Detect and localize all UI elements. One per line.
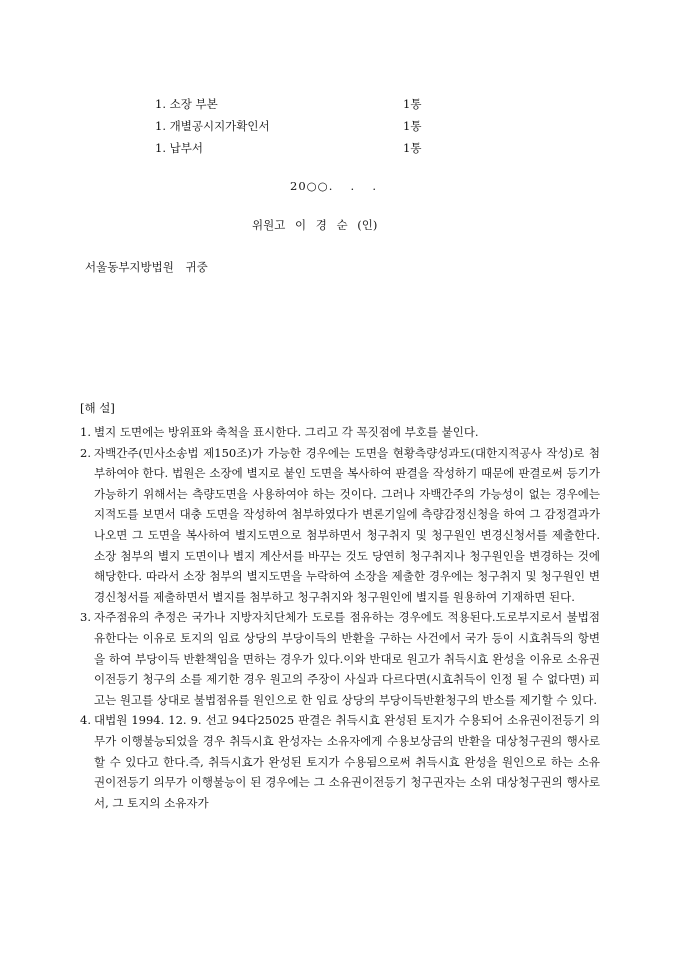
note-item	[80, 443, 600, 608]
attachment-name: 1. 납부서	[155, 141, 203, 155]
attachment-count: 1통	[403, 119, 422, 133]
note-item	[80, 422, 600, 443]
filing-date: 20○○. . .	[290, 179, 377, 193]
note-text: 대법원 1994. 12. 9. 선고 94다25025 판결은 취득시효 완성된 토지가 수용되어 소유권이전등기 의무가 이행불능되었을 경우 취득시효 완성자는 소유자에게 수용보상금의 반환을 대상청구권의 행사로 할 수 있다고 한다.즉, 취득시효가 완성된 토지가 수용됨으로써 취득시효 완성을 원인으로 하는 소유권이전등기 의무가 이행불능이 된 경우에는 그 소유권이전등기 청구권자는 소위 대상청구권의 행사로서, 그 토지의 소유자가	[94, 713, 600, 810]
note-number: 1.	[80, 425, 91, 439]
attachment-name: 1. 소장 부본	[155, 97, 218, 111]
note-text: 자주점유의 추정은 국가나 지방자치단체가 도로를 점유하는 경우에도 적용된다.도로부지로서 불법점유한다는 이유로 토지의 임료 상당의 부당이득의 반환을 구하는 사건에서 국가 등이 시효취득의 항변을 하여 부당이득 반환책임을 면하는 경우가 있다.이와 반대로 원고가 취득시효 완성을 이유로 소유권이전등기 청구의 소를 제기한 경우 원고의 주장이 사실과 다르다면(시효취득이 인정 될 수 없다면) 피고는 원고를 상대로 불법점유를 원인으로 한 임료 상당의 부당이득반환청구의 반소를 제기할 수 있다.	[94, 610, 600, 707]
note-text: 별지 도면에는 방위표와 축척을 표시한다. 그리고 각 꼭짓점에 부호를 붙인다.	[94, 425, 479, 439]
attachment-name: 1. 개별공시지가확인서	[155, 119, 270, 133]
notes-title: [해 설]	[80, 401, 115, 415]
attachment-count: 1통	[403, 141, 422, 155]
signer-line: 위원고 이 경 순 (인)	[252, 218, 378, 232]
note-number: 2.	[80, 445, 91, 460]
note-number: 4.	[80, 713, 91, 728]
note-item	[80, 607, 600, 710]
court-addressee: 서울동부지방법원 귀중	[85, 260, 208, 274]
note-item	[80, 710, 600, 813]
note-number: 3.	[80, 610, 91, 625]
note-text: 자백간주(민사소송법 제150조)가 가능한 경우에는 도면을 현황측량성과도(대한지적공사 작성)로 첨부하여야 한다. 법원은 소장에 별지로 붙인 도면을 복사하여 판결을 작성하기 때문에 판결로써 등기가 가능하기 위해서는 측량도면을 사용하여야 하는 것이다. 그러나 자백간주의 가능성이 없는 경우에는 지적도를 보면서 대충 도면을 작성하여 첨부하였다가 변론기일에 측량감정신청을 하여 그 감정결과가 나오면 그 도면을 복사하여 별지도면으로 첨부하면서 청구취지 및 청구원인 변경신청서를 제출한다.소장 첨부의 별지 도면이나 별지 계산서를 바꾸는 것도 당연히 청구취지나 청구원인을 변경하는 것에 해당한다. 따라서 소장 첨부의 별지도면을 누락하여 소장을 제출한 경우에는 청구취지 및 청구원인 변경신청서를 제출하면서 별지를 첨부하고 청구취지와 청구원인에 별지를 원용하여 기재하면 된다.	[94, 445, 600, 604]
notes-list	[80, 422, 600, 813]
attachment-count: 1통	[403, 97, 422, 111]
